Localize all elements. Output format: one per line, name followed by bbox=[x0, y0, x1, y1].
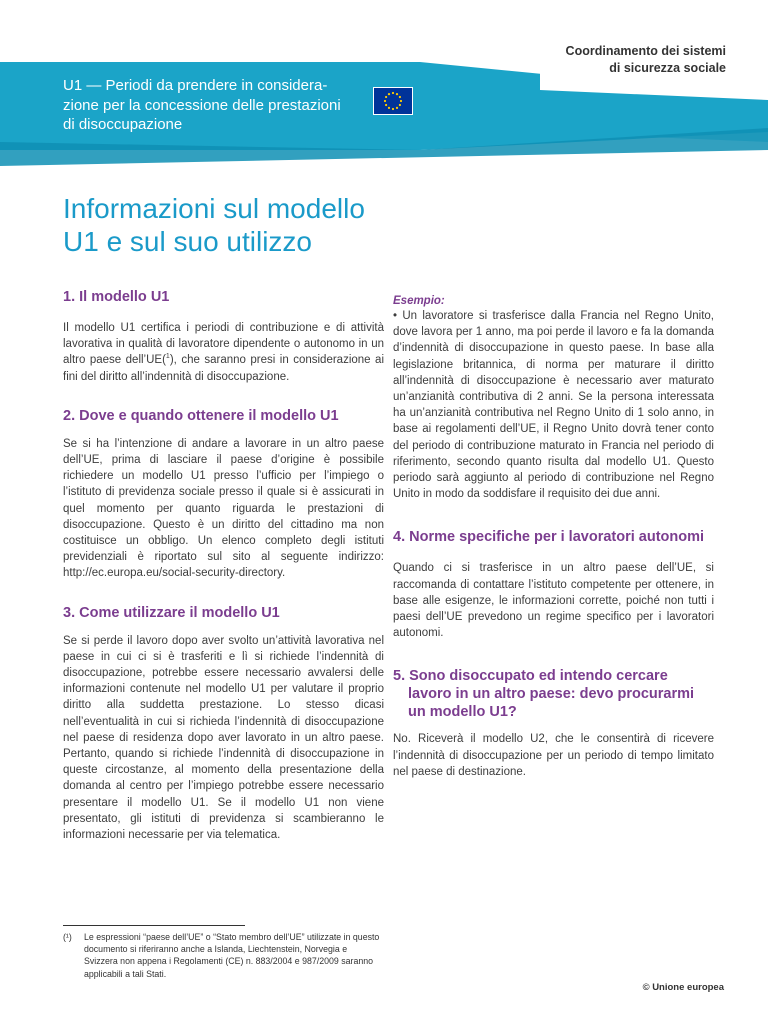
banner-title-line3: di disoccupazione bbox=[63, 116, 183, 133]
footnote-text: Le espressioni “paese dell’UE” o “Stato membro dell’UE” utilizzate in questo documento si riferiranno anche a Islanda, Liechtenstein, Norvegia e Svizzera non appena i Regolamenti (CE) n. 883/2004 e 987/2009 saranno applicabili a tali Stati. bbox=[84, 932, 380, 979]
section-5-heading: 5. Sono disoccupato ed intendo cercare lavoro in un altro paese: devo procurarmi un modello U1? bbox=[393, 668, 695, 721]
left-column bbox=[63, 288, 384, 843]
section-5-text: No. Riceverà il modello U2, che le consentirà di ricevere l’indennità di disoccupazione per un periodo di tempo limitato nel paese di destinazione. bbox=[393, 733, 714, 778]
right-column bbox=[393, 294, 714, 780]
banner-title bbox=[63, 76, 363, 135]
example-text: • Un lavoratore si trasferisce dalla Francia nel Regno Unito, dove lavora per 1 anno, ma poi perde il lavoro e fa la domanda d’indennità di disoccupazione in questo paese. In base alla legislazione britannica, di norma per maturare il diritto all’indennità di disoccupazione è necessario aver maturato un’anzianità contributiva di 2 anni. Se la persona interessata ha un’anzianità contributiva nel Regno Unito di 1 solo anno, in base ai regolamenti dell’UE, il Regno Unito dovrà tener conto del periodo di contribuzione maturato in Francia nel periodo di riferimento, secondo quanto risulta dal modello U1. Questo periodo sarà aggiunto al periodo di contribuzione nel Regno Unito in modo da soddisfare il requisito dei due anni. bbox=[393, 310, 714, 501]
section-2-heading: 2. Dove e quando ottenere il modello U1 bbox=[63, 407, 339, 424]
banner-title-line2: zione per la concessione delle prestazioni bbox=[63, 96, 341, 114]
section-4-text: Quando ci si trasferisce in un altro paese dell’UE, si raccomanda di contattare l’istituto competente per ottenere, in base alle esigenze, le informazioni corrette, poiché non tutti i paesi dell’UE prevedono un regime specifico per i lavoratori autonomi. bbox=[393, 562, 714, 640]
page-title-line1: Informazioni sul modello bbox=[63, 193, 365, 224]
section-1-heading: 1. Il modello U1 bbox=[63, 289, 170, 305]
section-2-text: Se si ha l’intenzione di andare a lavorare in un altro paese dell’UE, prima di lasciare il paese d’origine è possibile richiedere un modello U1 presso l’ufficio per l’impiego o l’istituto di previdenza sociale presso il quale si è assicurati in quel momento per quanto riguarda le prestazioni di disoccupazione. Questo è un diritto del cittadino ma non costituisce un obbligo. Un elenco completo degli istituti previdenziali è riportato sul sito al seguente indirizzo: http://ec.europa.eu/social-security-directory. bbox=[63, 437, 384, 580]
eu-flag-icon bbox=[373, 87, 413, 115]
section-3-text: Se si perde il lavoro dopo aver svolto un’attività lavorativa nel paese in cui ci si è trasferiti e lì si richiede l’indennità di disoccupazione, potrebbe essere necessario avvalersi delle informazioni contenute nel modello U1 per valutare il proprio diritto alla suddetta prestazione. Lo stesso dicasi nell’eventualità in cui si richieda l’indennità di disoccupazione nel paese di residenza dopo aver lavorato in un altro paese. Pertanto, quando si richiede l’indennità di disoccupazione in queste circostanze, al momento della presentazione della domanda al centro per l’impiego potrebbe essere necessario presentare il modello U1. Se il modello U1 non viene presentato, gli istituti di previdenza si scambieranno le informazioni necessarie per via telematica. bbox=[63, 634, 384, 842]
section-1-text bbox=[63, 320, 384, 385]
series-label bbox=[526, 43, 726, 77]
section-4-heading: 4. Norme specifiche per i lavoratori autonomi bbox=[393, 529, 705, 546]
copyright-notice: © Unione europea bbox=[642, 982, 724, 993]
example-label: Esempio: bbox=[393, 295, 445, 307]
page-title bbox=[63, 192, 483, 258]
section-1-text-a: Il modello U1 certifica i periodi di contribuzione e di attività lavorativa in qualità di lavoratore dipendente o autonomo in un altro paese dell’UE( bbox=[63, 322, 384, 367]
page-title-line2: U1 e sul suo utilizzo bbox=[63, 226, 313, 257]
series-label-line2: di sicurezza sociale bbox=[609, 61, 726, 75]
footnote-divider bbox=[63, 925, 245, 926]
section-1-text-b: ), che saranno presi in considerazione ai fini del diritto all’indennità di disoccupazione. bbox=[63, 354, 384, 383]
banner-title-line1: U1 — Periodi da prendere in considera- bbox=[63, 77, 328, 94]
series-label-line1: Coordinamento dei sistemi bbox=[565, 44, 726, 58]
section-3-heading: 3. Come utilizzare il modello U1 bbox=[63, 604, 280, 621]
footnote-ref: 1 bbox=[165, 353, 170, 361]
footnote bbox=[63, 931, 383, 980]
footnote-mark: (¹) bbox=[63, 932, 72, 942]
